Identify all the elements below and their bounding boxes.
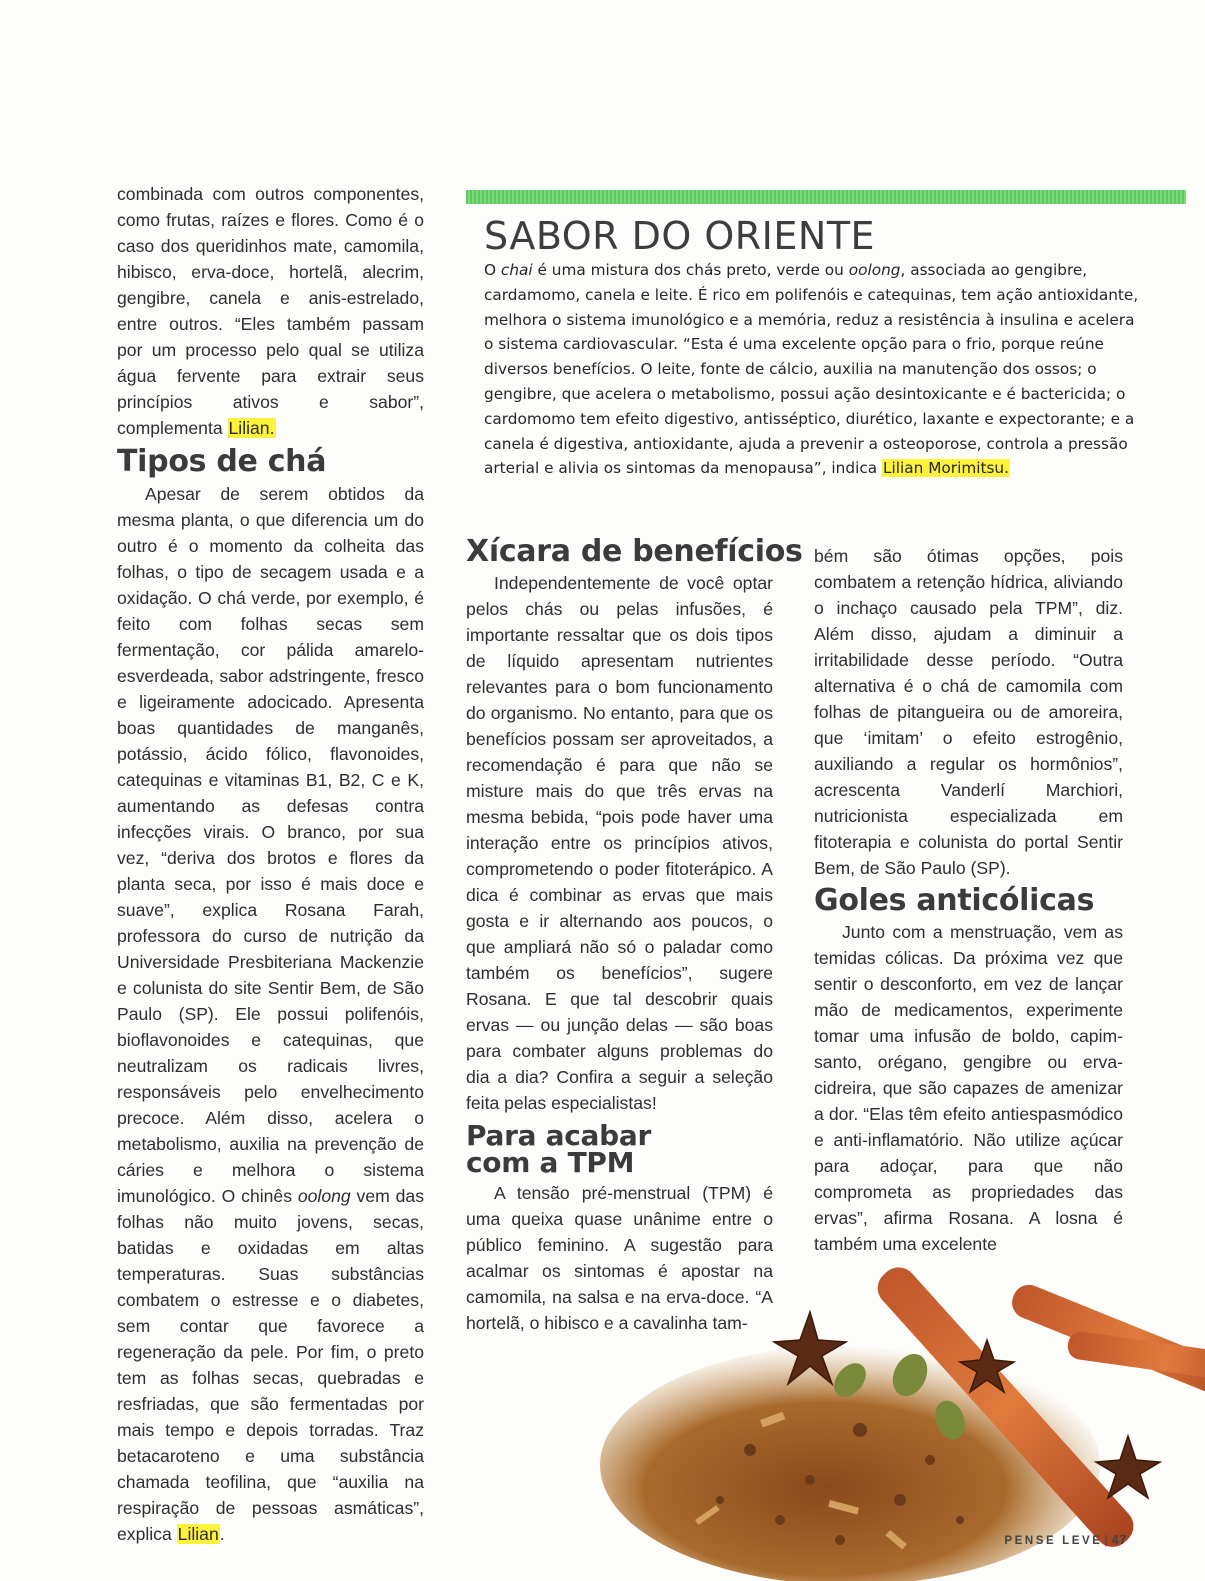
intro-paragraph: [117, 181, 424, 441]
oolong-term-2: oolong: [848, 261, 901, 279]
sabor-do-oriente-heading: SABOR DO ORIENTE: [484, 214, 876, 258]
tipos-de-cha-heading: Tipos de chá: [117, 444, 327, 479]
tipos-de-cha-body: [117, 481, 424, 1547]
acabar-text: A tensão pré-menstrual (TPM) é uma queixa quase unânime entre o público feminino. A sugestão para acalmar os sintomas é apostar na camomila, na salsa e na erva-doce. “A hortelã, o hibisco e a cavalinha tam-: [466, 1183, 773, 1333]
tipos-text: Apesar de serem obtidos da mesma planta, o que diferencia um do outro é o momento da colheita das folhas, o tipo de secagem usada e a oxidação. O chá verde, por exemplo, é feito com folhas secas sem fermentação, cor pálida amarelo-esverdeada, sabor adstringente, fresco e ligeiramente adocicado. Apresenta boas quantidades de manganês, potássio, ácido fólico, flavonoides, catequinas e vitaminas B1, B2, C e K, aumentando as defesas contra infecções virais. O branco, por sua vez, “deriva dos brotos e flores da planta seca, por isso é mais doce e suave”, explica Rosana Farah, professora do curso de nutrição da Universidade Presbiteriana Mackenzie e colunista do site Sentir Bem, de São Paulo (SP). Ele possui polifenóis, bioflavonoides e catequinas, que neutralizam os radicais livres, responsáveis pelo envelhecimento precoce. Além disso, acelera o metabolismo, auxilia na prevenção de cáries e melhora o sistema imunológico. O chinês oolong vem das folhas não muito jovens, secas, batidas e oxidadas em altas temperaturas. Suas substâncias combatem o estresse e o diabetes, sem contar que favorece a regeneração da pele. Por fim, o preto tem as folhas secas, quebradas e resfriadas, que são fermentadas por mais tempo e depois torradas. Traz betacaroteno e uma substância chamada teofilina, que “auxilia na respiração de pessoas asmáticas”, explica Lilian.: [117, 484, 424, 1544]
intro-text: combinada com outros componentes, como frutas, raízes e flores. Como é o caso dos queridinhos mate, camomila, hibisco, erva-doce, hortelã, alecrim, gengibre, canela e anis-estrelado, entre outros. “Eles também passam por um processo pelo qual se utiliza água fervente para extrair seus princípios ativos e sabor”, complementa Lilian.: [117, 184, 424, 438]
spices-image: [600, 1220, 1205, 1581]
right-cont-text: bém são ótimas opções, pois combatem a retenção hídrica, aliviando o inchaço causado pela TPM”, diz. Além disso, ajudam a diminuir a irritabilidade desse período. “Outra alternativa é o chá de camomila com folhas de pitangueira ou de amoreira, que ‘imitam’ o efeito estrogênio, auxiliando a regular os hormônios”, acrescenta Vanderlí Marchiori, nutricionista especializada em fitoterapia e colunista do portal Sentir Bem, de São Paulo (SP).: [814, 546, 1123, 878]
goles-text: Junto com a menstruação, vem as temidas cólicas. Da próxima vez que sentir o desconforto, em vez de lançar mão de medicamentos, experimente tomar uma infusão de boldo, capim-santo, orégano, gengibre ou erva-cidreira, que são capazes de amenizar a dor. “Elas têm efeito antiespasmódico e anti-inflamatório. Não utilize açúcar para adoçar, para que não comprometa as propriedades das ervas”, afirma Rosana. A losna é também uma excelente: [814, 922, 1123, 1254]
para-acabar-line2: com a TPM: [466, 1146, 635, 1179]
para-acabar-heading: [466, 1119, 651, 1179]
page-number: 47: [1111, 1532, 1127, 1547]
sabor-do-oriente-body: O chai é uma mistura dos chás preto, verde ou oolong, associada ao gengibre, cardamomo, canela e leite. É rico em polifenóis e catequinas, tem ação antioxidante, melhora o sistema imunológico e a memória, reduz a resistência à insulina e acelera o sistema cardiovascular. “Esta é uma excelente opção para o frio, porque reúne diversos benefícios. O leite, fonte de cálcio, auxilia na manutenção dos ossos; o gengibre, que acelera o metabolismo, possui ação desintoxicante e é bactericida; o cardomomo tem efeito digestivo, antisséptico, diurético, laxante e expectorante; e a canela é digestiva, antioxidante, ajuda a prevenir a osteoporose, controla a pressão arterial e alivia os sintomas da menopausa”, indica Lilian Morimitsu.: [484, 261, 1139, 478]
accent-bar: [466, 190, 1186, 204]
footer-separator: |: [1104, 1535, 1108, 1547]
xicara-de-beneficios-heading: Xícara de benefícios: [466, 534, 803, 569]
highlight-lilian-2: Lilian: [177, 1524, 219, 1544]
oolong-term: oolong: [297, 1186, 351, 1206]
goles-body: [814, 919, 1123, 1257]
highlight-lilian: Lilian.: [228, 418, 275, 438]
highlight-lilian-morimitsu: Lilian Morimitsu.: [883, 459, 1009, 478]
xicara-text: Independentemente de você optar pelos chás ou pelas infusões, é importante ressaltar que os dois tipos de líquido apresentam nutrientes relevantes para o bom funcionamento do organismo. No entanto, para que os benefícios possam ser aproveitados, a recomendação é para que não se misture mais do que três ervas na mesma bebida, “pois pode haver uma interação entre os princípios ativos, comprometendo o poder fitoterápico. A dica é combinar as ervas que mais gosta e ir alternando aos poucos, o que ampliará não só o paladar como também os benefícios”, sugere Rosana. E que tal descobrir quais ervas — ou junção delas — são boas para combater alguns problemas do dia a dia? Confira a seguir a seleção feita pelas especialistas!: [466, 573, 773, 1113]
goles-anticolicas-heading: Goles anticólicas: [814, 883, 1095, 918]
page-footer: [1004, 1532, 1127, 1547]
chai-term: chai: [500, 261, 533, 279]
para-acabar-line1: Para acabar: [466, 1119, 651, 1152]
xicara-body: [466, 570, 773, 1116]
magazine-name: PENSE LEVE: [1004, 1535, 1103, 1547]
right-continuation: [814, 543, 1123, 881]
